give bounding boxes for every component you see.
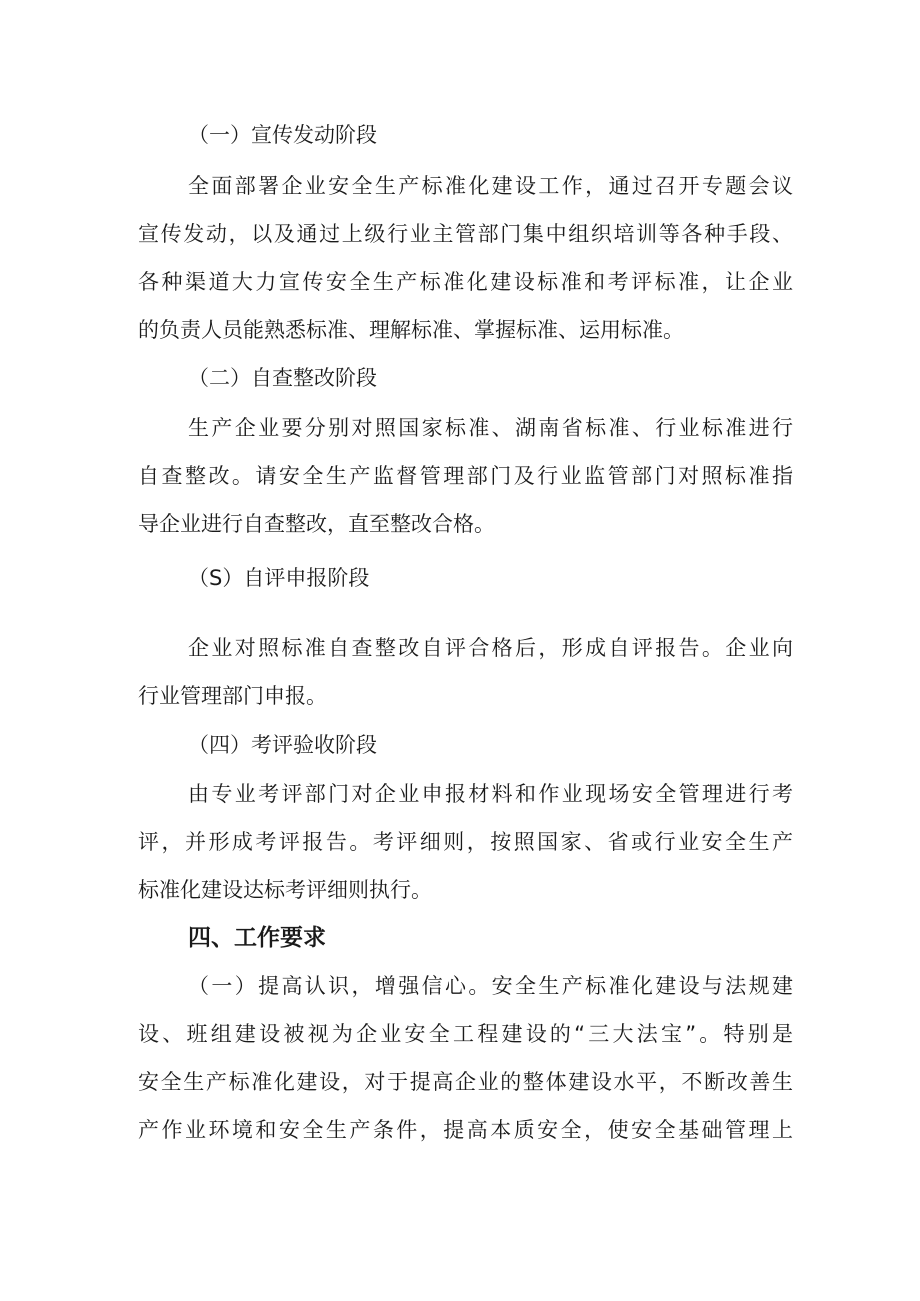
paragraph-line: 产作业环境和安全生产条件，提高本质安全，使安全基础管理上 xyxy=(138,1118,793,1142)
paragraph-line: 自查整改。请安全生产监督管理部门及行业监管部门对照标准指 xyxy=(138,464,793,488)
paragraph-line: 全面部署企业安全生产标准化建设工作，通过召开专题会议 xyxy=(188,174,793,198)
paragraph-line: 评，并形成考评报告。考评细则，按照国家、省或行业安全生产 xyxy=(138,830,793,854)
section-heading-1: （一）宣传发动阶段 xyxy=(188,123,377,147)
section-heading-2: （二）自查整改阶段 xyxy=(188,366,377,390)
paragraph-line: 由专业考评部门对企业申报材料和作业现场安全管理进行考 xyxy=(188,782,793,806)
paragraph-line: 企业对照标准自查整改自评合格后，形成自评报告。企业向 xyxy=(188,636,793,660)
paragraph-line: 行业管理部门申报。 xyxy=(138,684,327,708)
paragraph-line: 安全生产标准化建设，对于提高企业的整体建设水平，不断改善生 xyxy=(138,1070,793,1094)
paragraph-line: 标准化建设达标考评细则执行。 xyxy=(138,878,432,902)
chapter-heading: 四、工作要求 xyxy=(188,925,326,951)
section-heading-4: （四）考评验收阶段 xyxy=(188,733,377,757)
paragraph-line: 各种渠道大力宣传安全生产标准化建设标准和考评标准，让企业 xyxy=(138,270,793,294)
paragraph-line: 导企业进行自查整改，直至整改合格。 xyxy=(138,512,495,536)
section-heading-3: （S）自评申报阶段 xyxy=(188,566,370,590)
paragraph-line: 生产企业要分别对照国家标准、湖南省标准、行业标准进行 xyxy=(188,416,793,440)
paragraph-line: 宣传发动，以及通过上级行业主管部门集中组织培训等各种手段、 xyxy=(138,222,793,246)
paragraph-line: （一）提高认识，增强信心。安全生产标准化建设与法规建 xyxy=(188,974,793,998)
paragraph-line: 设、班组建设被视为企业安全工程建设的“三大法宝”。特别是 xyxy=(138,1022,793,1046)
paragraph-line: 的负责人员能熟悉标准、理解标准、掌握标准、运用标准。 xyxy=(138,318,684,342)
